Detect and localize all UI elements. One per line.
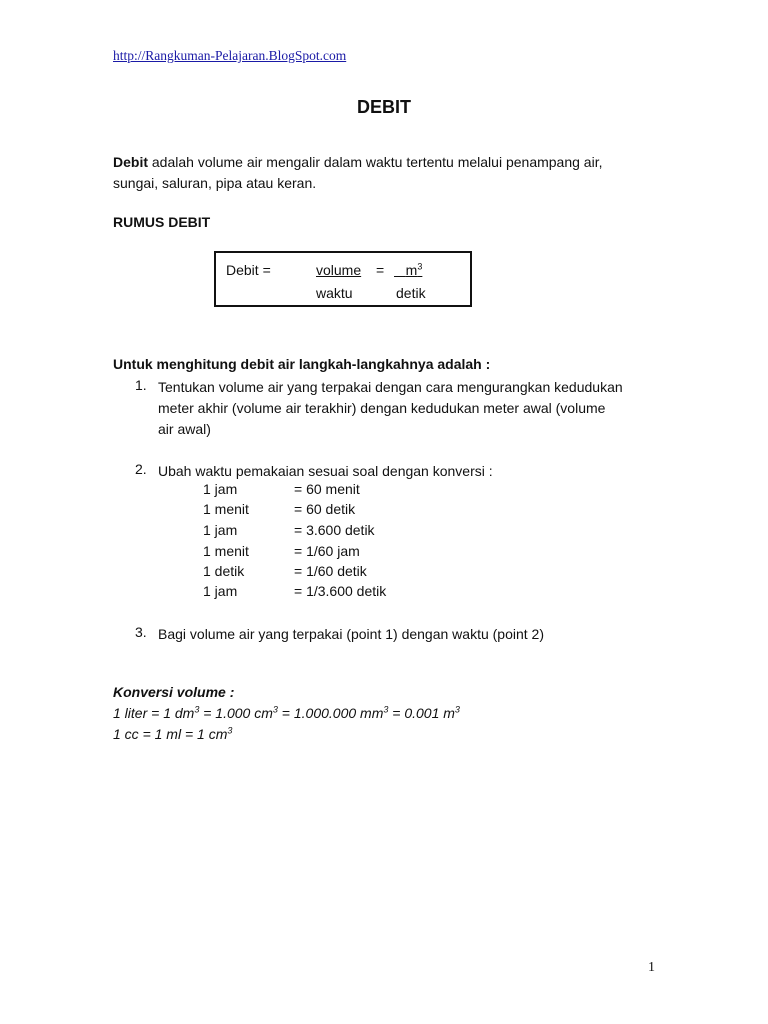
formula-numerator-unit: $m^3$ xyxy=(405,261,423,278)
conversion-right: = 60 menit xyxy=(294,481,360,497)
step-text xyxy=(158,377,623,440)
conversion-left: 1 menit xyxy=(203,543,249,559)
conversion-left: 1 jam xyxy=(203,583,238,599)
conversion-right: = 1/60 detik xyxy=(294,563,367,579)
definition-line2: sungai, saluran, pipa atau keran. xyxy=(113,175,317,191)
conversion-right: = 1/60 jam xyxy=(294,543,360,559)
conversion-right: = 1/3.600 detik xyxy=(294,583,387,599)
definition-paragraph xyxy=(113,152,673,194)
conversion-left: 1 jam xyxy=(203,481,238,497)
conversion-right: = 3.600 detik xyxy=(294,522,375,538)
step-line: Bagi volume air yang terpakai (point 1) dengan waktu (point 2) xyxy=(158,626,544,642)
blog-link[interactable]: http://Rangkuman-Pelajaran.BlogSpot.com xyxy=(113,48,347,63)
konversi-line-1: 1 liter = 1 $dm^3 = 1.000$ $cm^3 = 1.000.000$ $mm^3 = 0.001$ $m^3$ xyxy=(113,704,460,721)
step-number: 1. xyxy=(135,377,147,393)
conversion-right: = 60 detik xyxy=(294,501,356,517)
konversi-heading: Konversi volume : xyxy=(113,684,235,700)
page-title: DEBIT xyxy=(357,97,411,117)
formula-box xyxy=(214,251,472,307)
step-line: Tentukan volume air yang terpakai dengan cara mengurangkan kedudukan xyxy=(158,379,623,395)
step-line: Ubah waktu pemakaian sesuai soal dengan konversi : xyxy=(158,463,493,479)
step-line: meter akhir (volume air terakhir) dengan kedudukan meter awal (volume xyxy=(158,400,606,416)
definition-term: Debit xyxy=(113,154,148,170)
konversi-line-2: 1 cc = 1 ml = 1 $cm^3$ xyxy=(113,725,233,742)
formula-numerator-word: volume xyxy=(316,262,362,278)
conversion-left: 1 jam xyxy=(203,522,238,538)
rumus-heading: RUMUS DEBIT xyxy=(113,214,211,230)
step-text xyxy=(158,461,493,482)
conversion-left: 1 detik xyxy=(203,563,245,579)
step-text xyxy=(158,624,544,645)
step-number: 2. xyxy=(135,461,147,477)
step-line: air awal) xyxy=(158,421,211,437)
formula-label: Debit = xyxy=(226,262,271,278)
step-number: 3. xyxy=(135,624,147,640)
steps-heading: Untuk menghitung debit air langkah-langkahnya adalah : xyxy=(113,356,491,372)
conversion-left: 1 menit xyxy=(203,501,249,517)
formula-denominator-word: waktu xyxy=(316,285,353,301)
formula-equals: = xyxy=(376,262,385,278)
definition-line1: adalah volume air mengalir dalam waktu tertentu melalui penampang air, xyxy=(148,154,603,170)
formula-denominator-unit: detik xyxy=(396,285,426,301)
page-number: 1 xyxy=(648,960,655,975)
